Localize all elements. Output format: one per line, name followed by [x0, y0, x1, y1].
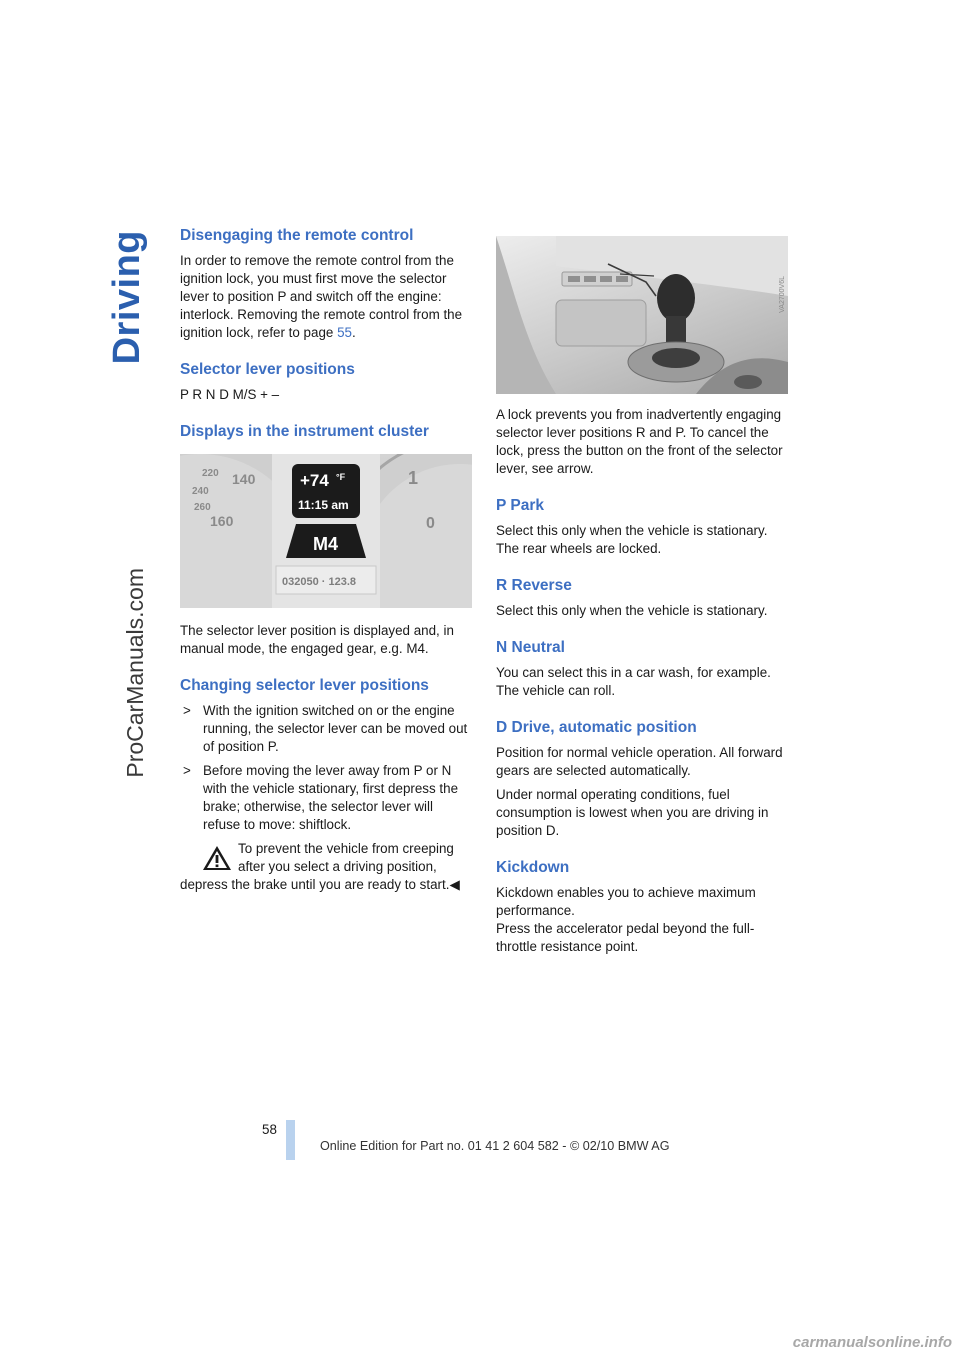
selector-lever-photo	[496, 236, 788, 394]
heading-park: P Park	[496, 497, 544, 514]
page-number: 58	[262, 1122, 277, 1137]
warning-text: depress the brake until you are ready to start.◀	[180, 877, 460, 892]
page-link[interactable]: 55	[337, 325, 352, 340]
text-neutral: You can select this in a car wash, for example. The vehicle can roll.	[496, 665, 771, 698]
text-drive-2: Under normal operating conditions, fuel consumption is lowest when you are driving in position D.	[496, 787, 769, 838]
cluster-odometer: 032050 · 123.8	[282, 576, 357, 588]
dial-label: 1	[408, 468, 419, 488]
warning-line-2: after you select a driving position,	[238, 859, 437, 874]
heading-disengaging: Disengaging the remote control	[180, 227, 414, 244]
text-displays: The selector lever position is displayed and, in manual mode, the engaged gear, e.g. M4.	[180, 623, 454, 656]
footer-edition: Online Edition for Part no. 01 41 2 604 582 - © 02/10 BMW AG	[320, 1139, 670, 1153]
chapter-title: Driving	[106, 230, 148, 365]
dial-label: 240	[192, 486, 209, 497]
warning-note	[180, 840, 472, 894]
end-marker: ◀	[449, 877, 460, 892]
text-kickdown-2: Press the accelerator pedal beyond the full-throttle resistance point.	[496, 921, 755, 954]
dial-label: 260	[194, 502, 211, 513]
bullet-list	[180, 702, 472, 834]
text-drive-1: Position for normal vehicle operation. All forward gears are selected automatically.	[496, 745, 783, 778]
heading-drive: D Drive, automatic position	[496, 719, 697, 736]
bullet-marker: >	[183, 763, 191, 778]
site-watermark: ProCarManuals.com	[122, 568, 148, 778]
bullet-marker: >	[183, 703, 191, 718]
text-selector-positions: P R N D M/S + –	[180, 387, 280, 402]
heading-neutral: N Neutral	[496, 639, 565, 656]
dial-label: 0	[426, 515, 435, 532]
text-reverse: Select this only when the vehicle is stationary.	[496, 603, 768, 618]
cluster-time: 11:15 am	[298, 498, 349, 512]
text-disengaging: In order to remove the remote control from the ignition lock, you must first move the selector lever to position P and switch off the engine: interlock. Removing the remote control from the ignition lock, refer to page 55.	[180, 253, 463, 340]
instrument-cluster-illustration	[180, 454, 472, 608]
text-lock: A lock prevents you from inadvertently engaging selector lever positions R and P. To cancel the lock, press the button on the front of the selector lever, see arrow.	[496, 407, 783, 476]
text-park: Select this only when the vehicle is stationary. The rear wheels are locked.	[496, 523, 768, 556]
list-item: > Before moving the lever away from P or N with the vehicle stationary, first depress the brake; otherwise, the selector lever will refuse to move: shiftlock.	[183, 763, 459, 832]
heading-kickdown: Kickdown	[496, 859, 570, 876]
footer-accent-bar	[286, 1120, 295, 1160]
warning-line-1: To prevent the vehicle from creeping	[238, 841, 454, 856]
heading-displays: Displays in the instrument cluster	[180, 423, 429, 440]
heading-reverse: R Reverse	[496, 577, 572, 594]
dial-label: 220	[202, 468, 219, 479]
instrument-cluster-photo	[180, 454, 472, 608]
lever-photo-id: VA2700V6L	[779, 276, 786, 313]
list-item: > With the ignition switched on or the engine running, the selector lever can be moved out of position P.	[183, 703, 468, 754]
left-column	[180, 226, 472, 894]
bottom-watermark: carmanualsonline.info	[792, 1334, 952, 1351]
cluster-gear: M4	[313, 534, 339, 554]
text-kickdown-1: Kickdown enables you to achieve maximum performance.	[496, 885, 756, 918]
selector-lever-illustration	[496, 236, 788, 394]
dial-label: 160	[210, 513, 234, 529]
cluster-temperature-unit: °F	[336, 472, 346, 482]
cluster-temperature: +74	[300, 471, 329, 490]
dial-label: 140	[232, 471, 256, 487]
right-column	[496, 236, 788, 956]
warning-triangle-icon	[202, 844, 232, 872]
heading-selector-positions: Selector lever positions	[180, 361, 355, 378]
heading-changing-positions: Changing selector lever positions	[180, 677, 429, 694]
